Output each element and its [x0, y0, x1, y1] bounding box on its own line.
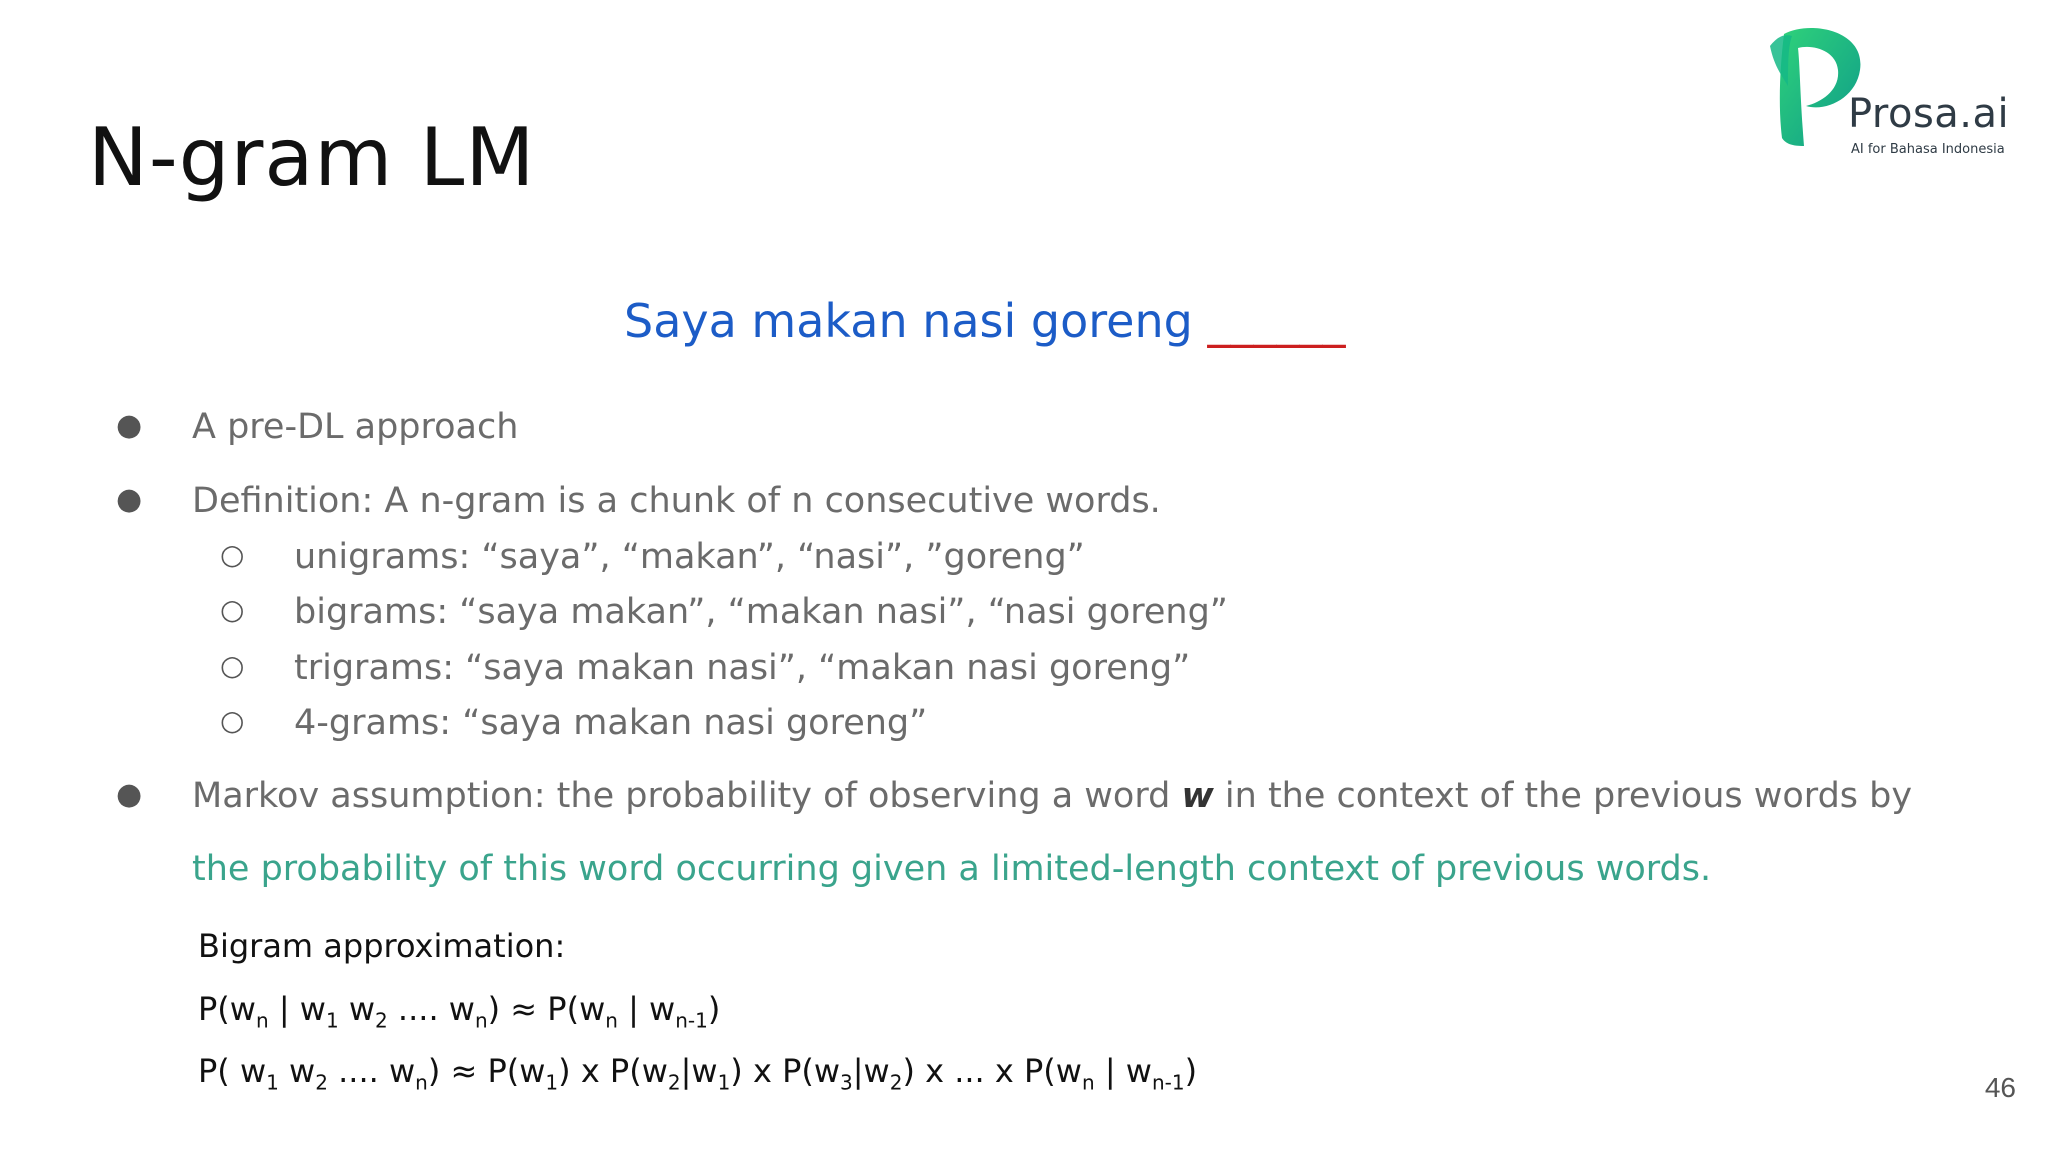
sub-bullet-bigrams: bigrams: “saya makan”, “makan nasi”, “nasi goreng” — [294, 592, 1228, 632]
bigram-formula-2: P( $w_1$ $w_2$ .... $w_n) \approx P(w_1)$ x $P(w_2|w_1)$ x $P(w_3|w_2)$ x ... x $P(w_n$ | $w_{n-1}$) — [198, 1052, 1198, 1095]
logo-tagline: AI for Bahasa Indonesia — [1851, 142, 2005, 157]
bullet-dot: ● — [116, 408, 143, 443]
markov-text-pre: Markov assumption: the probability of observing a word — [192, 776, 1182, 816]
logo-name: Prosa.ai — [1848, 91, 2010, 137]
bullet-markov — [192, 775, 1912, 817]
bigram-formula-1: $P(w_n$ | $w_1$ $w_2$ .... $w_n) \approx P(w_n$ | $w_{n-1}$) — [198, 990, 721, 1033]
markov-word-w: w — [1181, 776, 1214, 816]
slide-title: N-gram LM — [88, 111, 536, 204]
sub-bullet-circle: ○ — [220, 704, 245, 737]
prosa-logo — [1770, 26, 2020, 166]
sub-bullet-4grams: 4-grams: “saya makan nasi goreng” — [294, 703, 928, 743]
sub-bullet-circle: ○ — [220, 649, 245, 682]
bullet-dot: ● — [116, 777, 143, 812]
example-sentence-text: Saya makan nasi goreng — [624, 294, 1193, 348]
bullet-markov-highlight: the probability of this word occurring given a limited-length context of previous words. — [192, 849, 1712, 889]
example-sentence — [624, 296, 1345, 347]
sub-bullet-circle: ○ — [220, 538, 245, 571]
bullet-definition: Definition: A n-gram is a chunk of n consecutive words. — [192, 481, 1161, 521]
markov-text-post: in the context of the previous words by — [1213, 776, 1913, 816]
sub-bullet-circle: ○ — [220, 593, 245, 626]
sub-bullet-trigrams: trigrams: “saya makan nasi”, “makan nasi goreng” — [294, 648, 1191, 688]
bullet-dot: ● — [116, 482, 143, 517]
sub-bullet-unigrams: unigrams: “saya”, “makan”, “nasi”, ”goreng” — [294, 537, 1085, 577]
page-number: 46 — [1984, 1072, 2016, 1103]
example-blank: ______ — [1207, 294, 1346, 348]
bullet-pre-dl: A pre-DL approach — [192, 407, 519, 447]
bigram-heading: Bigram approximation: — [198, 927, 566, 965]
